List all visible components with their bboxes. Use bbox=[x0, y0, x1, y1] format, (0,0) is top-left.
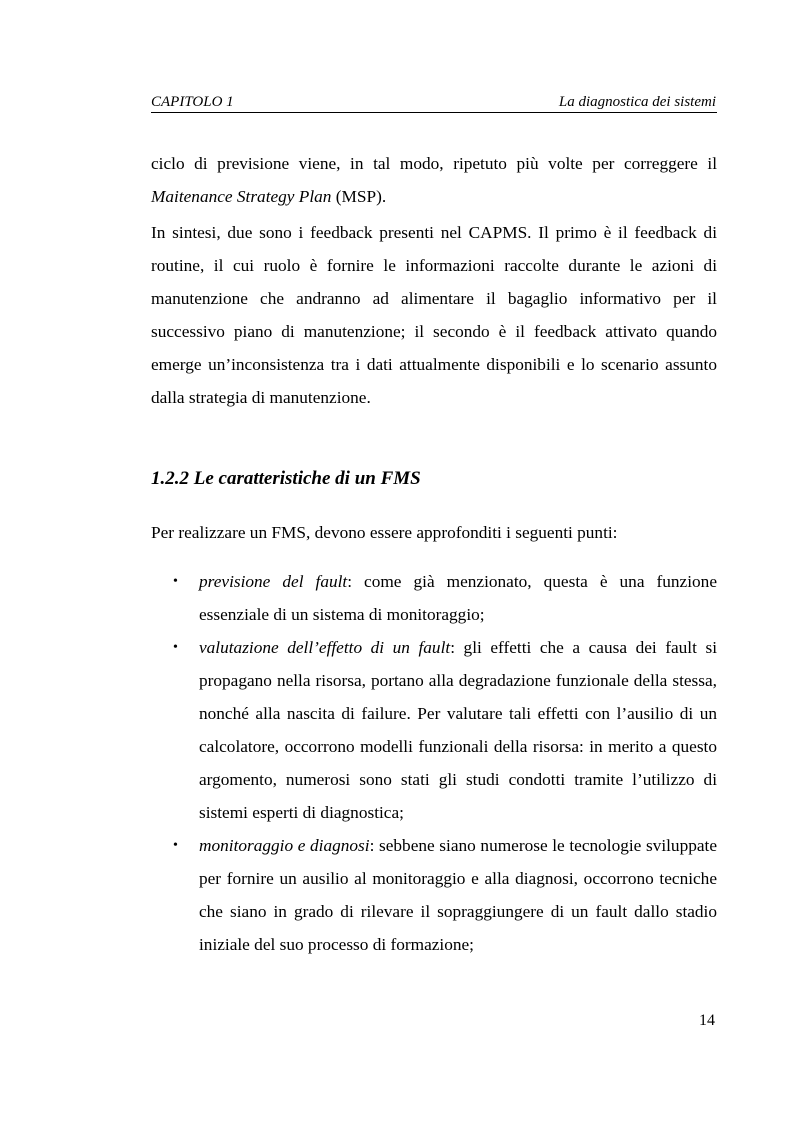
list-item-text: : come già menzionato, questa è una funzione essenziale di un sistema di monitoraggio; bbox=[199, 572, 717, 624]
list-item bbox=[173, 829, 718, 961]
page-number: 14 bbox=[699, 1012, 715, 1029]
section-intro: Per realizzare un FMS, devono essere approfonditi i seguenti punti: bbox=[151, 523, 618, 542]
body-text bbox=[151, 147, 717, 414]
header-rule bbox=[151, 112, 717, 113]
section-title: La diagnostica dei sistemi bbox=[558, 94, 716, 110]
bullet-list bbox=[173, 565, 718, 961]
list-item-term: monitoraggio e diagnosi bbox=[199, 836, 370, 855]
paragraph-1: ciclo di previsione viene, in tal modo, ripetuto più volte per correggere il Maitenance Strategy Plan (MSP). bbox=[151, 154, 717, 206]
running-header bbox=[151, 94, 716, 111]
bullet-icon: • bbox=[173, 838, 178, 853]
bullet-icon: • bbox=[173, 640, 178, 655]
paragraph-2: In sintesi, due sono i feedback presenti nel CAPMS. Il primo è il feedback di routine, il cui ruolo è fornire le informazioni raccolte durante le azioni di manutenzione che andranno ad alimentare il bagaglio informativo per il successivo piano di manutenzione; il secondo è il feedback attivato quando emerge un’inconsistenza tra i dati attualmente disponibili e lo scenario assunto dalla strategia di manutenzione. bbox=[151, 223, 717, 407]
chapter-label: CAPITOLO 1 bbox=[151, 94, 234, 110]
section-heading: 1.2.2 Le caratteristiche di un FMS bbox=[151, 468, 421, 489]
list-item-term: previsione del fault bbox=[199, 572, 348, 591]
list-item-term: valutazione dell’effetto di un fault bbox=[199, 638, 451, 657]
plan-name: Maitenance Strategy Plan bbox=[151, 187, 332, 206]
list-item-text: : sebbene siano numerose le tecnologie sviluppate per fornire un ausilio al monitoraggio e alla diagnosi, occorrono tecniche che siano in grado di rilevare il sopraggiungere di un fault dallo stadio iniziale del suo processo di formazione; bbox=[199, 836, 718, 954]
list-item-text: : gli effetti che a causa dei fault si propagano nella risorsa, portano alla degradazione funzionale della stessa, nonché alla nascita di failure. Per valutare tali effetti con l’ausilio di un calcolatore, occorrono modelli funzionali della risorsa: in merito a questo argomento, numerosi sono stati gli studi condotti tramite l’utilizzo di sistemi esperti di diagnostica; bbox=[199, 638, 717, 822]
list-item bbox=[173, 631, 717, 829]
list-item bbox=[173, 565, 717, 631]
bullet-icon: • bbox=[173, 574, 178, 589]
